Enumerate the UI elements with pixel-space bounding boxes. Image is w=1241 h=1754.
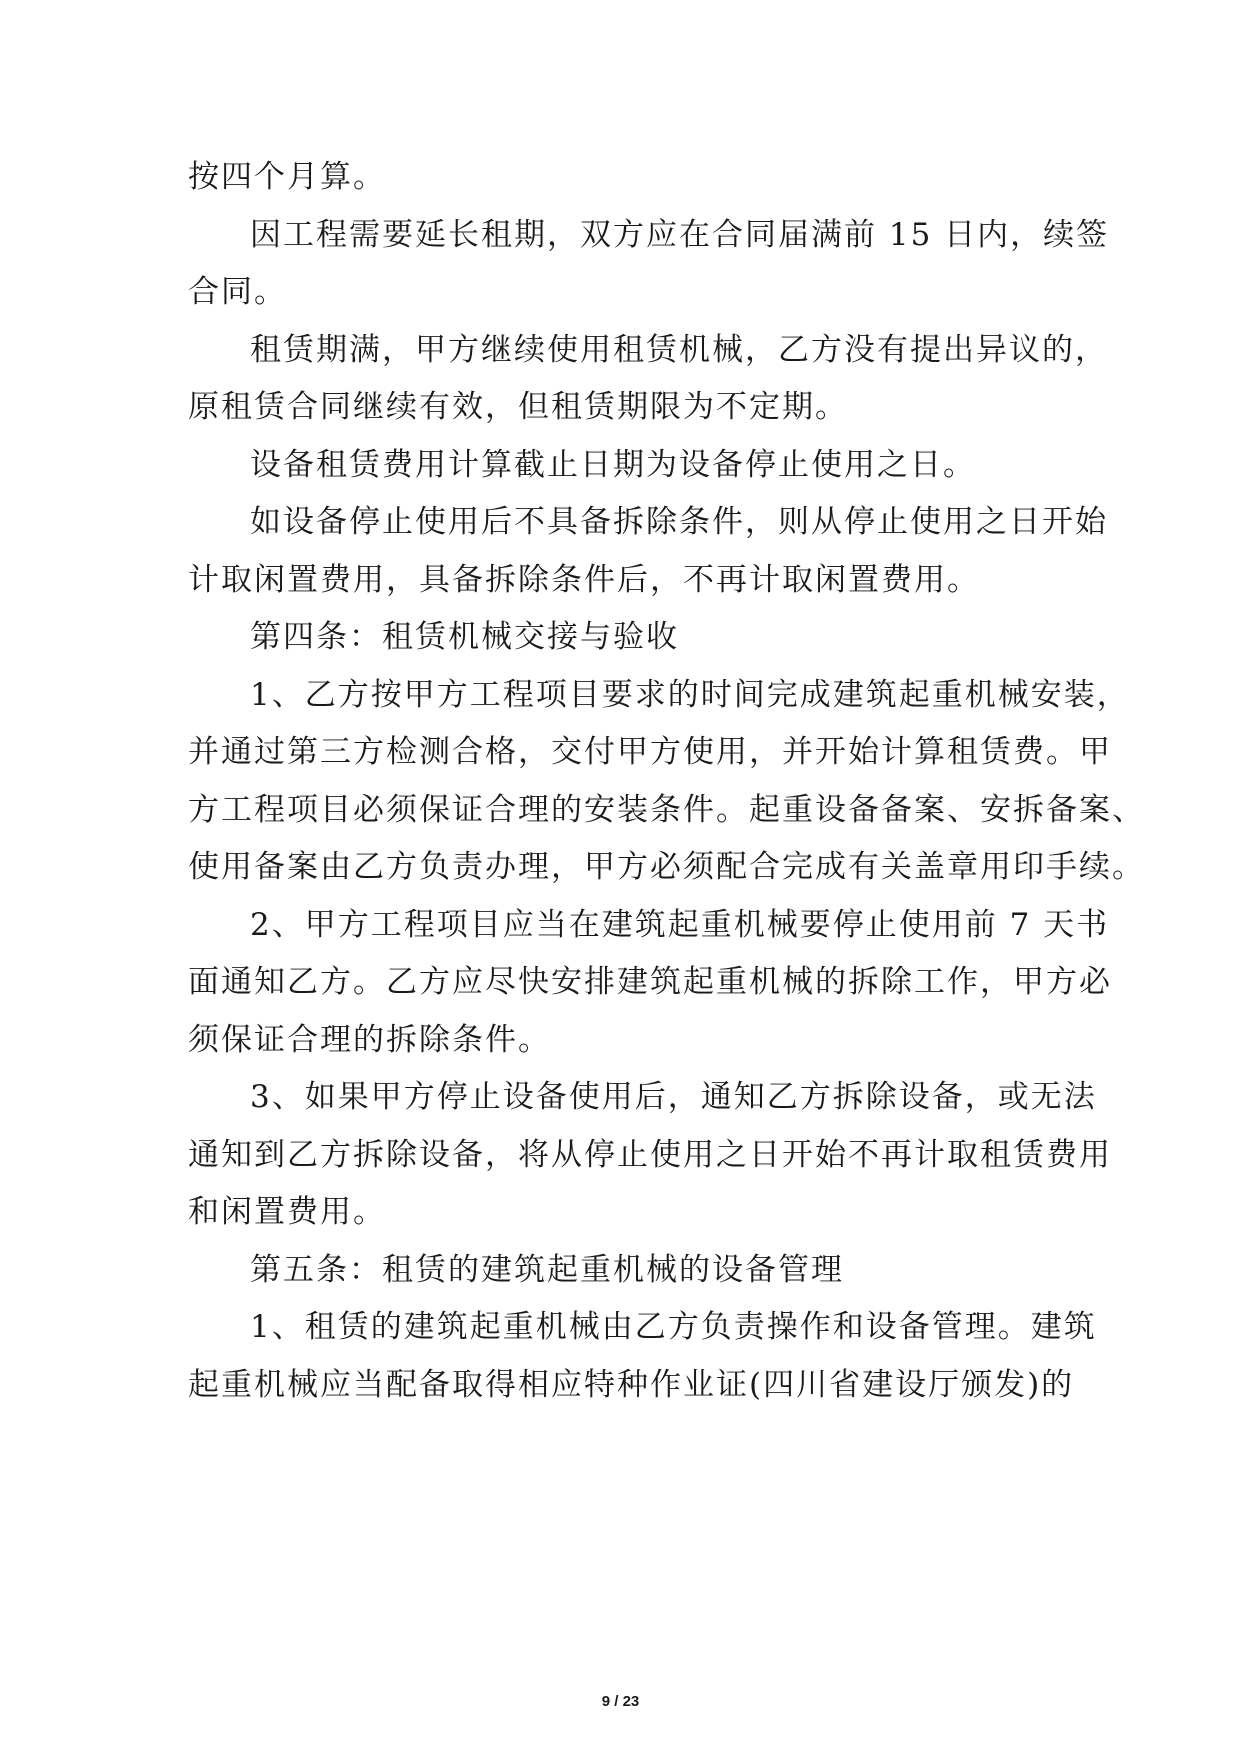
- paragraph-line: 1、乙方按甲方工程项目要求的时间完成建筑起重机械安装，: [250, 677, 1130, 713]
- paragraph-line: 1、租赁的建筑起重机械由乙方负责操作和设备管理。建筑: [250, 1309, 1097, 1345]
- paragraph-line: 因工程需要延长租期，双方应在合同届满前 15 日内，续签: [250, 217, 1110, 253]
- paragraph-line: 2、甲方工程项目应当在建筑起重机械要停止使用前 7 天书: [250, 907, 1110, 943]
- paragraph-line: 和闲置费用。: [188, 1194, 386, 1230]
- paragraph-line: 3、如果甲方停止设备使用后，通知乙方拆除设备，或无法: [250, 1079, 1097, 1115]
- paragraph-line: 使用备案由乙方负责办理，甲方必须配合完成有关盖章用印手续。: [188, 849, 1145, 885]
- paragraph-line: 租赁期满，甲方继续使用租赁机械，乙方没有提出异议的，: [250, 332, 1108, 368]
- paragraph-line: 如设备停止使用后不具备拆除条件，则从停止使用之日开始: [250, 504, 1108, 540]
- paragraph-line: 合同。: [188, 274, 287, 310]
- section-heading: 第四条：租赁机械交接与验收: [250, 619, 679, 655]
- paragraph-line: 按四个月算。: [188, 159, 386, 195]
- paragraph-line: 计取闲置费用，具备拆除条件后，不再计取闲置费用。: [188, 562, 980, 598]
- paragraph-line: 原租赁合同继续有效，但租赁期限为不定期。: [188, 389, 848, 425]
- paragraph-line: 设备租赁费用计算截止日期为设备停止使用之日。: [250, 447, 976, 483]
- page-number: 9 / 23: [601, 1693, 640, 1710]
- section-heading: 第五条：租赁的建筑起重机械的设备管理: [250, 1252, 844, 1288]
- paragraph-line: 面通知乙方。乙方应尽快安排建筑起重机械的拆除工作，甲方必: [188, 964, 1112, 1000]
- paragraph-line: 并通过第三方检测合格，交付甲方使用，并开始计算租赁费。甲: [188, 734, 1112, 770]
- paragraph-line: 起重机械应当配备取得相应特种作业证(四川省建设厅颁发)的: [188, 1367, 1075, 1403]
- paragraph-line: 通知到乙方拆除设备，将从停止使用之日开始不再计取租赁费用: [188, 1137, 1112, 1173]
- paragraph-line: 方工程项目必须保证合理的安装条件。起重设备备案、安拆备案、: [188, 792, 1145, 828]
- paragraph-line: 须保证合理的拆除条件。: [188, 1022, 551, 1058]
